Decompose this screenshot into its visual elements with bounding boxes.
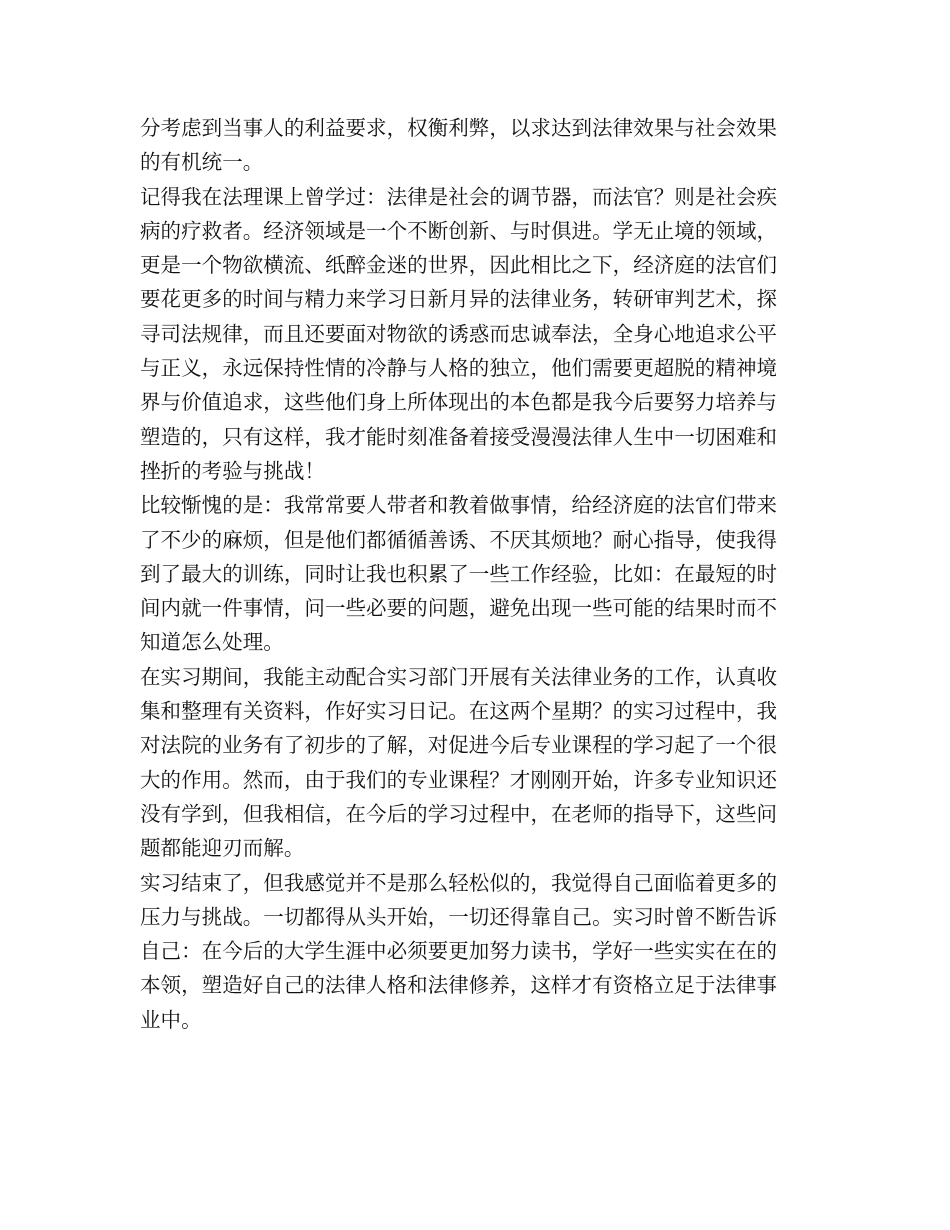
- text-line: 分考虑到当事人的利益要求，权衡利弊，以求达到法律效果与社会效果: [140, 116, 778, 140]
- text-line: 压力与挑战。一切都得从头开始，一切还得靠自己。实习时曾不断告诉: [140, 904, 778, 929]
- text-line: 记得我在法理课上曾学过：法律是社会的调节器，而法官？则是社会疾: [140, 184, 778, 209]
- text-line: 的有机统一。: [140, 150, 264, 175]
- text-line: 自己：在今后的大学生涯中必须要更加努力读书，学好一些实实在在的: [140, 939, 778, 964]
- text-line: 寻司法规律，而且还要面对物欲的诱惑而忠诚奉法，全身心地追求公平: [140, 321, 778, 346]
- text-line: 到了最大的训练，同时让我也积累了一些工作经验，比如：在最短的时: [140, 561, 778, 586]
- text-line: 挫折的考验与挑战！: [140, 458, 325, 483]
- text-line: 集和整理有关资料，作好实习日记。在这两个星期？的实习过程中，我: [140, 699, 778, 724]
- text-line: 业中。: [140, 1007, 202, 1032]
- text-line: 塑造的，只有这样，我才能时刻准备着接受漫漫法律人生中一切困难和: [140, 424, 778, 449]
- text-line: 在实习期间，我能主动配合实习部门开展有关法律业务的工作，认真收: [140, 664, 778, 689]
- document-page: [140, 111, 820, 1037]
- text-line: 知道怎么处理。: [140, 630, 284, 655]
- text-line: 病的疗救者。经济领域是一个不断创新、与时俱进。学无止境的领域，: [140, 218, 778, 243]
- text-line: 对法院的业务有了初步的了解，对促进今后专业课程的学习起了一个很: [140, 733, 778, 758]
- text-line: 更是一个物欲横流、纸醉金迷的世界，因此相比之下，经济庭的法官们: [140, 253, 778, 278]
- text-line: 实习结束了，但我感觉并不是那么轻松似的，我觉得自己面临着更多的: [140, 870, 778, 895]
- text-line: 题都能迎刃而解。: [140, 836, 305, 861]
- text-line: 没有学到，但我相信，在今后的学习过程中，在老师的指导下，这些问: [140, 801, 778, 826]
- text-line: 大的作用。然而，由于我们的专业课程？才刚刚开始，许多专业知识还: [140, 767, 778, 792]
- text-line: 要花更多的时间与精力来学习日新月异的法律业务，转研审判艺术，探: [140, 287, 778, 312]
- text-line: 与正义，永远保持性情的冷静与人格的独立，他们需要更超脱的精神境: [140, 356, 778, 381]
- text-line: 了不少的麻烦，但是他们都循循善诱、不厌其烦地？耐心指导，使我得: [140, 527, 778, 552]
- text-line: 本领，塑造好自己的法律人格和法律修养，这样才有资格立足于法律事: [140, 973, 778, 998]
- text-line: 比较惭愧的是：我常常要人带者和教着做事情，给经济庭的法官们带来: [140, 493, 778, 518]
- text-line: 间内就一件事情，问一些必要的问题，避免出现一些可能的结果时而不: [140, 596, 778, 621]
- text-line: 界与价值追求，这些他们身上所体现出的本色都是我今后要努力培养与: [140, 390, 778, 415]
